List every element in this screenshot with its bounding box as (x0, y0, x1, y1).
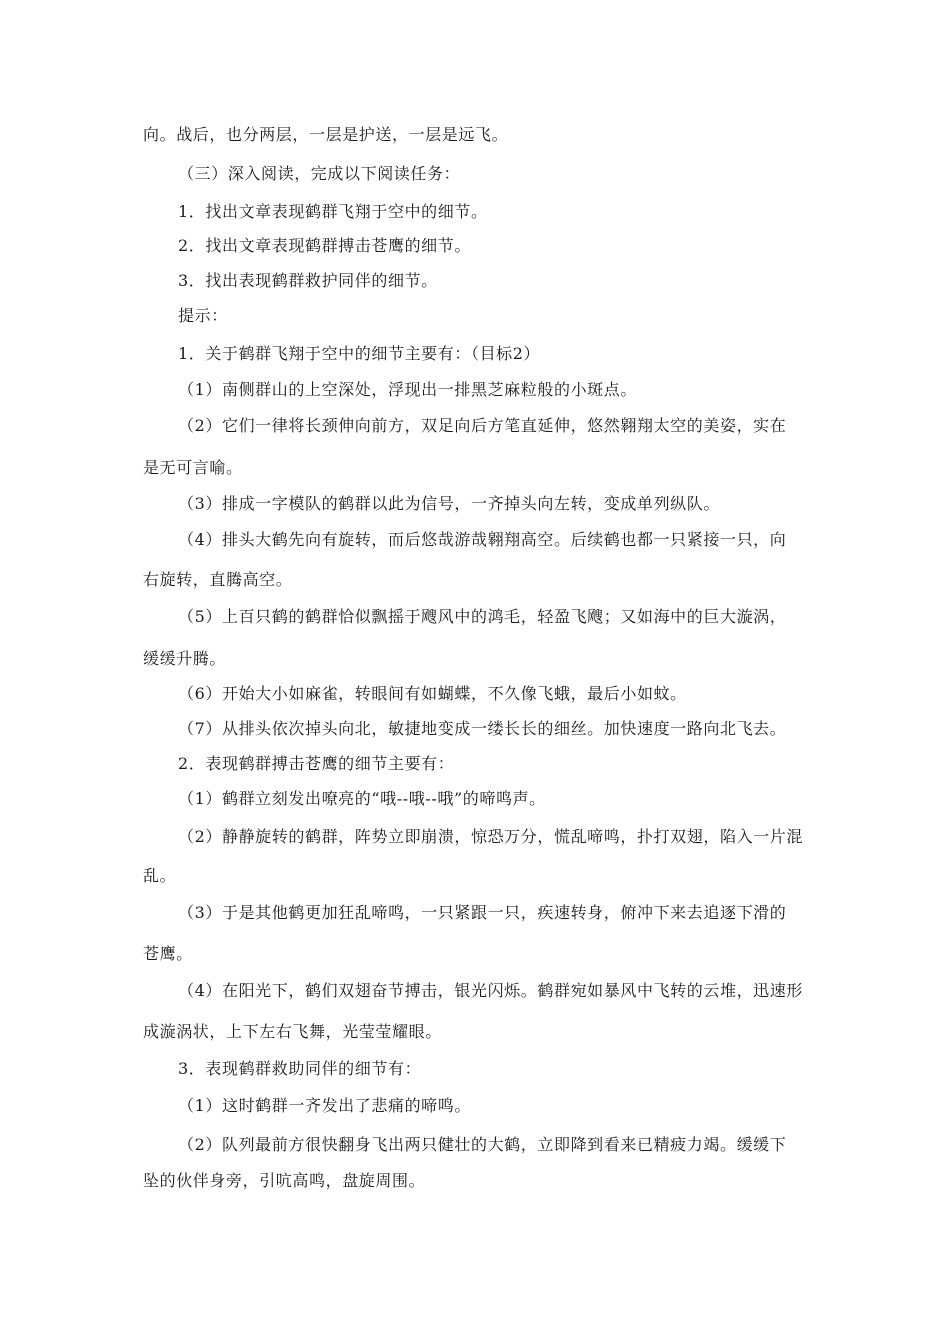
detail-item: （2）它们一律将长颈伸向前方，双足向后方笔直延伸，悠然翱翔太空的美姿，实在 (178, 416, 787, 435)
hint-heading: 3．表现鹤群救助同伴的细节有： (178, 1059, 422, 1078)
text-line: 右旋转，直腾高空。 (143, 570, 293, 589)
detail-item: （6）开始大小如麻雀，转眼间有如蝴蝶，不久像飞蛾，最后小如蚊。 (178, 684, 687, 703)
task-item: 2．找出文章表现鹤群搏击苍鹰的细节。 (178, 236, 471, 255)
detail-item: （4）在阳光下，鹤们双翅奋节搏击，银光闪烁。鹤群宛如暴风中飞转的云堆，迅速形 (178, 981, 803, 1000)
section-heading: （三）深入阅读，完成以下阅读任务： (178, 164, 461, 183)
text-line: 成漩涡状，上下左右飞舞，光莹莹耀眼。 (143, 1022, 442, 1041)
detail-item: （4）排头大鹤先向有旋转，而后悠哉游哉翱翔高空。后续鹤也都一只紧接一只，向 (178, 530, 787, 549)
hint-label: 提示： (178, 306, 228, 325)
task-item: 1．找出文章表现鹤群飞翔于空中的细节。 (178, 202, 488, 221)
detail-item: （1）鹤群立刻发出嘹亮的“哦--哦--哦”的啼鸣声。 (178, 789, 546, 808)
detail-item: （3）于是其他鹤更加狂乱啼鸣，一只紧跟一只，疾速转身，俯冲下来去追逐下滑的 (178, 903, 787, 922)
detail-item: （7）从排头依次掉头向北，敏捷地变成一缕长长的细丝。加快速度一路向北飞去。 (178, 719, 787, 738)
text-line: 是无可言喻。 (143, 458, 243, 477)
detail-item: （5）上百只鹤的鹤群恰似飘摇于飕风中的鸿毛，轻盈飞飕；又如海中的巨大漩涡， (178, 607, 787, 626)
hint-heading: 2．表现鹤群搏击苍鹰的细节主要有： (178, 754, 455, 773)
text-line: 向。战后，也分两层，一层是护送，一层是远飞。 (143, 125, 509, 144)
detail-item: （1）南侧群山的上空深处，浮现出一排黑芝麻粒般的小斑点。 (178, 380, 637, 399)
detail-item: （1）这时鹤群一齐发出了悲痛的啼鸣。 (178, 1096, 471, 1115)
task-item: 3．找出表现鹤群救护同伴的细节。 (178, 271, 438, 290)
hint-heading: 1．关于鹤群飞翔于空中的细节主要有：（目标2） (178, 344, 541, 363)
detail-item: （2）静静旋转的鹤群，阵势立即崩溃，惊恐万分，慌乱啼鸣，扑打双翅，陷入一片混 (178, 827, 803, 846)
text-line: 苍鹰。 (143, 944, 193, 963)
text-line: 坠的伙伴身旁，引吭高鸣，盘旋周围。 (143, 1171, 426, 1190)
detail-item: （2）队列最前方很快翻身飞出两只健壮的大鹤，立即降到看来已精疲力竭。缓缓下 (178, 1135, 787, 1154)
text-line: 缓缓升腾。 (143, 649, 227, 668)
detail-item: （3）排成一字模队的鹤群以此为信号，一齐掉头向左转，变成单列纵队。 (178, 494, 720, 513)
text-line: 乱。 (143, 866, 177, 885)
